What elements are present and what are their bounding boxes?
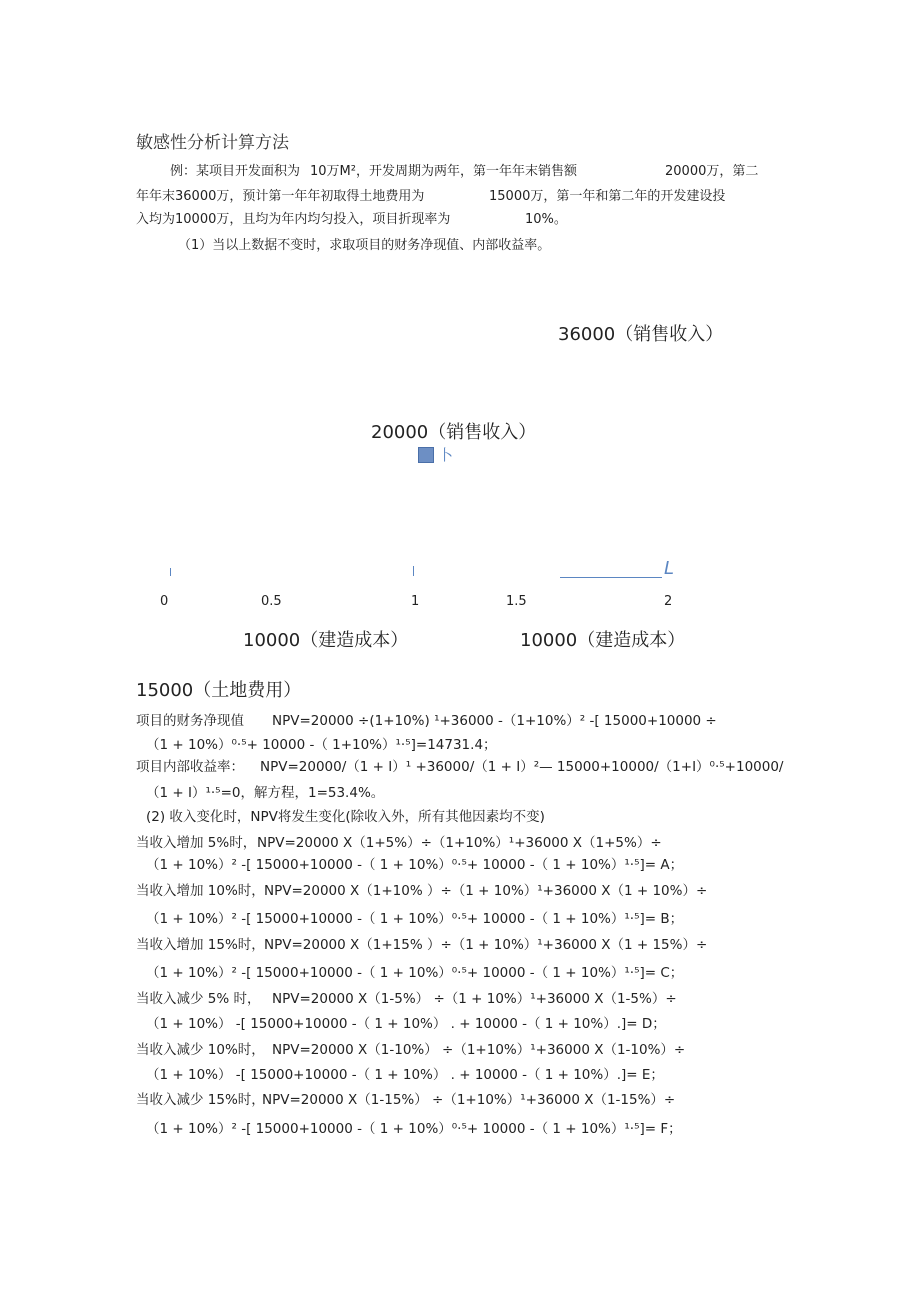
page-title: 敏感性分析计算方法 <box>136 133 289 153</box>
example-line-3b: 10%。 <box>525 212 567 227</box>
formula-line: （1 + 10%） -[ 15000+10000 -（ 1 + 10%） . + 10000 -（ 1 + 10%）.]= E； <box>146 1067 664 1083</box>
cost-year1-label: 10000（建造成本） <box>243 630 409 651</box>
formula-line: （1 + 10%） -[ 15000+10000 -（ 1 + 10%） . + 10000 -（ 1 + 10%）.]= D； <box>146 1016 666 1032</box>
question-1: （1）当以上数据不变时，求取项目的财务净现值、内部收益率。 <box>178 238 551 253</box>
formula-line: （1 + 10%）² -[ 15000+10000 -（ 1 + 10%）⁰·⁵+ 10000 -（ 1 + 10%）¹·⁵]= B； <box>146 911 684 927</box>
arrow-glyph: 卜 <box>438 446 454 464</box>
tick-label-0.5: 0.5 <box>261 594 282 609</box>
end-mark: L <box>664 558 675 579</box>
square-icon <box>418 447 434 463</box>
tick-label-1: 1 <box>411 594 420 609</box>
sales-year1-label: 20000（销售收入） <box>371 422 537 443</box>
formula-line: 项目的财务净现值 NPV=20000 ÷(1+10%) ¹+36000 -（1+10%）² -[ 15000+10000 ÷ <box>136 713 717 729</box>
tick-label-2: 2 <box>664 594 673 609</box>
formula-line: 当收入增加 5%时，NPV=20000 X（1+5%）÷（1+10%）¹+36000 X（1+5%）÷ <box>136 835 662 851</box>
formula-line: (2) 收入变化时，NPV将发生变化(除收入外，所有其他因素均不变) <box>146 809 545 825</box>
example-line-1c: 20000万，第二 <box>665 164 759 179</box>
tick-mark-1 <box>413 566 414 576</box>
tick-mark-0 <box>170 568 171 576</box>
sales-year2-label: 36000（销售收入） <box>558 324 724 345</box>
formula-line: 当收入减少 15%时，NPV=20000 X（1-15%） ÷（1+10%）¹+36000 X（1-15%）÷ <box>136 1092 676 1108</box>
formula-line: （1 + 10%）⁰·⁵+ 10000 -（ 1+10%）¹·⁵]=14731.4； <box>146 737 497 753</box>
formula-line: （1 + I）¹·⁵=0，解方程，1=53.4%。 <box>146 785 385 801</box>
cost-year2-label: 10000（建造成本） <box>520 630 686 651</box>
example-line-2b: 15000万，第一年和第二年的开发建设投 <box>489 189 726 204</box>
example-line-2a: 年年末36000万，预计第一年年初取得土地费用为 <box>136 189 425 204</box>
timeline-segment <box>560 577 662 578</box>
formula-line: 当收入增加 15%时，NPV=20000 X（1+15% ）÷（1 + 10%）¹+36000 X（1 + 15%）÷ <box>136 937 708 953</box>
formula-line: 当收入减少 10%时， NPV=20000 X（1-10%） ÷（1+10%）¹+36000 X（1-10%）÷ <box>136 1042 686 1058</box>
formula-line: 当收入增加 10%时，NPV=20000 X（1+10% ）÷（1 + 10%）¹+36000 X（1 + 10%）÷ <box>136 883 708 899</box>
formula-line: 当收入减少 5% 时， NPV=20000 X（1-5%） ÷（1 + 10%）¹+36000 X（1-5%）÷ <box>136 991 677 1007</box>
formula-line: （1 + 10%）² -[ 15000+10000 -（ 1 + 10%）⁰·⁵+ 10000 -（ 1 + 10%）¹·⁵]= C； <box>146 965 684 981</box>
formula-line: （1 + 10%）² -[ 15000+10000 -（ 1 + 10%）⁰·⁵+ 10000 -（ 1 + 10%）¹·⁵]= F； <box>146 1121 682 1137</box>
example-line-1b: 10万M²，开发周期为两年，第一年年末销售额 <box>310 164 577 179</box>
example-line-1a: 例：某项目开发面积为 <box>170 164 301 179</box>
tick-label-0: 0 <box>160 594 169 609</box>
formula-line: 项目内部收益率： NPV=20000/（1 + I）¹ +36000/（1 + I）²— 15000+10000/（1+I）⁰·⁵+10000/ <box>136 759 784 775</box>
tick-label-1.5: 1.5 <box>506 594 527 609</box>
land-cost-label: 15000（土地费用） <box>136 680 302 701</box>
formula-line: （1 + 10%）² -[ 15000+10000 -（ 1 + 10%）⁰·⁵+ 10000 -（ 1 + 10%）¹·⁵]= A； <box>146 857 684 873</box>
example-line-3a: 入均为10000万，且均为年内均匀投入，项目折现率为 <box>136 212 451 227</box>
